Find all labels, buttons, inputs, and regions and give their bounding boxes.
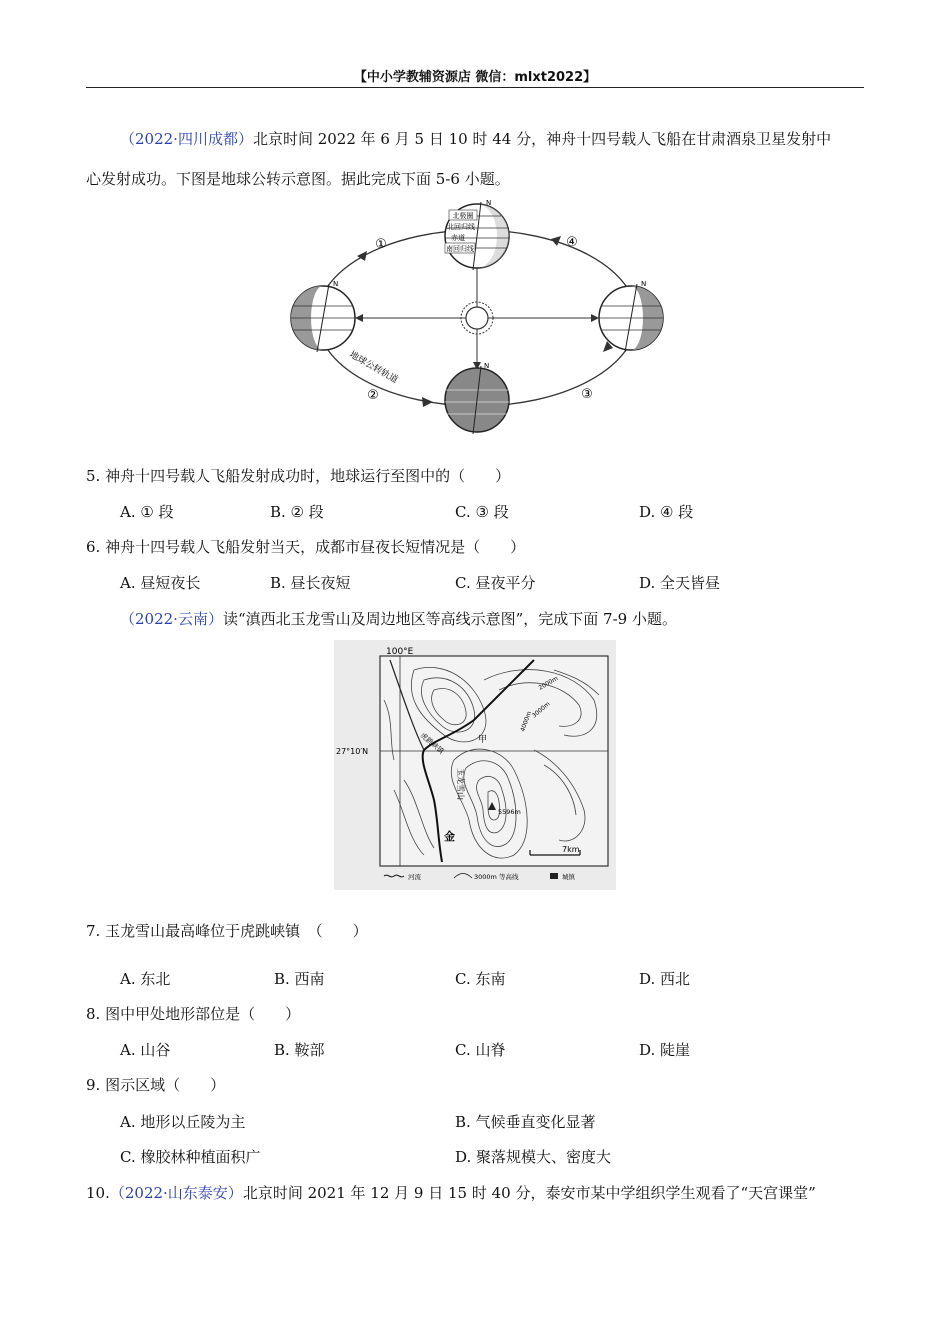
svg-text:N: N (333, 280, 339, 288)
q7-option-b: B. 西南 (274, 970, 325, 988)
orbit-arrow (422, 397, 433, 407)
question-9-stem: 9. 图示区域（ ） (86, 1076, 226, 1094)
question-text: 北京时间 2021 年 12 月 9 日 15 时 40 分，泰安市某中学组织学生观看了“天宫课堂” (242, 1184, 816, 1202)
map-frame (380, 656, 608, 866)
segment-4-label: ④ (566, 235, 578, 250)
earth-left (291, 280, 355, 352)
q7-option-c: C. 东南 (455, 970, 506, 988)
mountain-name-label: 玉龙雪山 (456, 768, 465, 800)
q9-option-a: A. 地形以丘陵为主 (120, 1113, 246, 1131)
q5-option-b: B. ② 段 (270, 503, 324, 521)
segment-3-label: ③ (581, 387, 593, 402)
intro-paragraph-1-cont: 心发射成功。下图是地球公转示意图。据此完成下面 5-6 小题。 (86, 170, 510, 188)
q5-option-d: D. ④ 段 (639, 503, 694, 521)
sun-icon (466, 307, 488, 329)
legend-river: 河流 (408, 873, 421, 881)
q6-option-c: C. 昼夜平分 (455, 574, 536, 592)
contour-map (334, 640, 616, 890)
q7-option-d: D. 西北 (639, 970, 691, 988)
earth-orbit-diagram (285, 196, 670, 441)
question-7-stem: 7. 玉龙雪山最高峰位于虎跳峡镇 （ ） (86, 922, 368, 940)
orbit-name-label: 地球公转轨道 (347, 349, 400, 386)
latitude-label: 27°10′N (336, 747, 369, 756)
earth-right (599, 280, 663, 352)
svg-text:N: N (486, 199, 492, 207)
question-5-stem: 5. 神舟十四号载人飞船发射成功时，地球运行至图中的（ ） (86, 467, 511, 485)
equator-label: 赤道 (451, 234, 465, 242)
q5-option-c: C. ③ 段 (455, 503, 509, 521)
longitude-label: 100°E (386, 647, 414, 657)
q9-option-c: C. 橡胶林种植面积广 (120, 1148, 261, 1166)
contour-4000-label: 4000m (519, 710, 534, 733)
q5-option-a: A. ① 段 (120, 503, 174, 521)
jia-mark: 甲 (478, 735, 488, 745)
question-number: 10. (86, 1184, 110, 1202)
q8-option-b: B. 鞍部 (274, 1041, 325, 1059)
jin-mark: 金 (444, 830, 455, 843)
legend-contour: 3000m 等高线 (474, 873, 519, 881)
q6-option-a: A. 昼短夜长 (120, 574, 201, 592)
q7-option-a: A. 东北 (120, 970, 171, 988)
source-tag: （2022·云南） (120, 610, 223, 628)
gorge-town-label: 虎跳峡镇 (418, 731, 446, 756)
page-header: 【中小学教辅资源店 微信：mlxt2022】 (353, 70, 597, 85)
svg-text:N: N (484, 362, 490, 370)
q8-option-a: A. 山谷 (120, 1041, 171, 1059)
contour-3000-label: 3000m (530, 700, 552, 720)
svg-text:N: N (641, 280, 647, 288)
q6-option-b: B. 昼长夜短 (270, 574, 351, 592)
contour-2000-label: 2000m (537, 675, 560, 692)
question-6-stem: 6. 神舟十四号载人飞船发射当天，成都市昼夜长短情况是（ ） (86, 538, 526, 556)
legend-town: 城镇 (562, 873, 575, 881)
source-tag: （2022·四川成都） (120, 130, 253, 148)
segment-2-label: ② (367, 388, 379, 403)
scale-label: 7km (562, 845, 580, 854)
header-divider (86, 87, 864, 88)
earth-bottom (445, 362, 509, 434)
q8-option-c: C. 山脊 (455, 1041, 506, 1059)
question-8-stem: 8. 图中甲处地形部位是（ ） (86, 1005, 301, 1023)
question-10-stem (86, 1183, 816, 1203)
q9-option-b: B. 气候垂直变化显著 (455, 1113, 596, 1131)
intro-text: 北京时间 2022 年 6 月 5 日 10 时 44 分，神舟十四号载人飞船在甘肃酒泉卫星发射中 (252, 130, 832, 148)
intro-paragraph-1 (120, 129, 831, 149)
intro-paragraph-2 (120, 609, 677, 629)
q9-option-d: D. 聚落规模大、密度大 (455, 1148, 612, 1166)
arctic-label: 北极圈 (452, 212, 474, 220)
source-tag: （2022·山东泰安） (109, 1184, 243, 1202)
intro-text: 读“滇西北玉龙雪山及周边地区等高线示意图”，完成下面 7-9 小题。 (222, 610, 677, 628)
tropic-capricorn-label: 南回归线 (446, 245, 474, 253)
earth-top (445, 199, 509, 270)
peak-elevation-label: 5596m (498, 808, 521, 816)
tropic-cancer-label: 北回归线 (447, 223, 475, 231)
q8-option-d: D. 陡崖 (639, 1041, 691, 1059)
q6-option-d: D. 全天皆昼 (639, 574, 721, 592)
segment-1-label: ① (375, 237, 387, 252)
